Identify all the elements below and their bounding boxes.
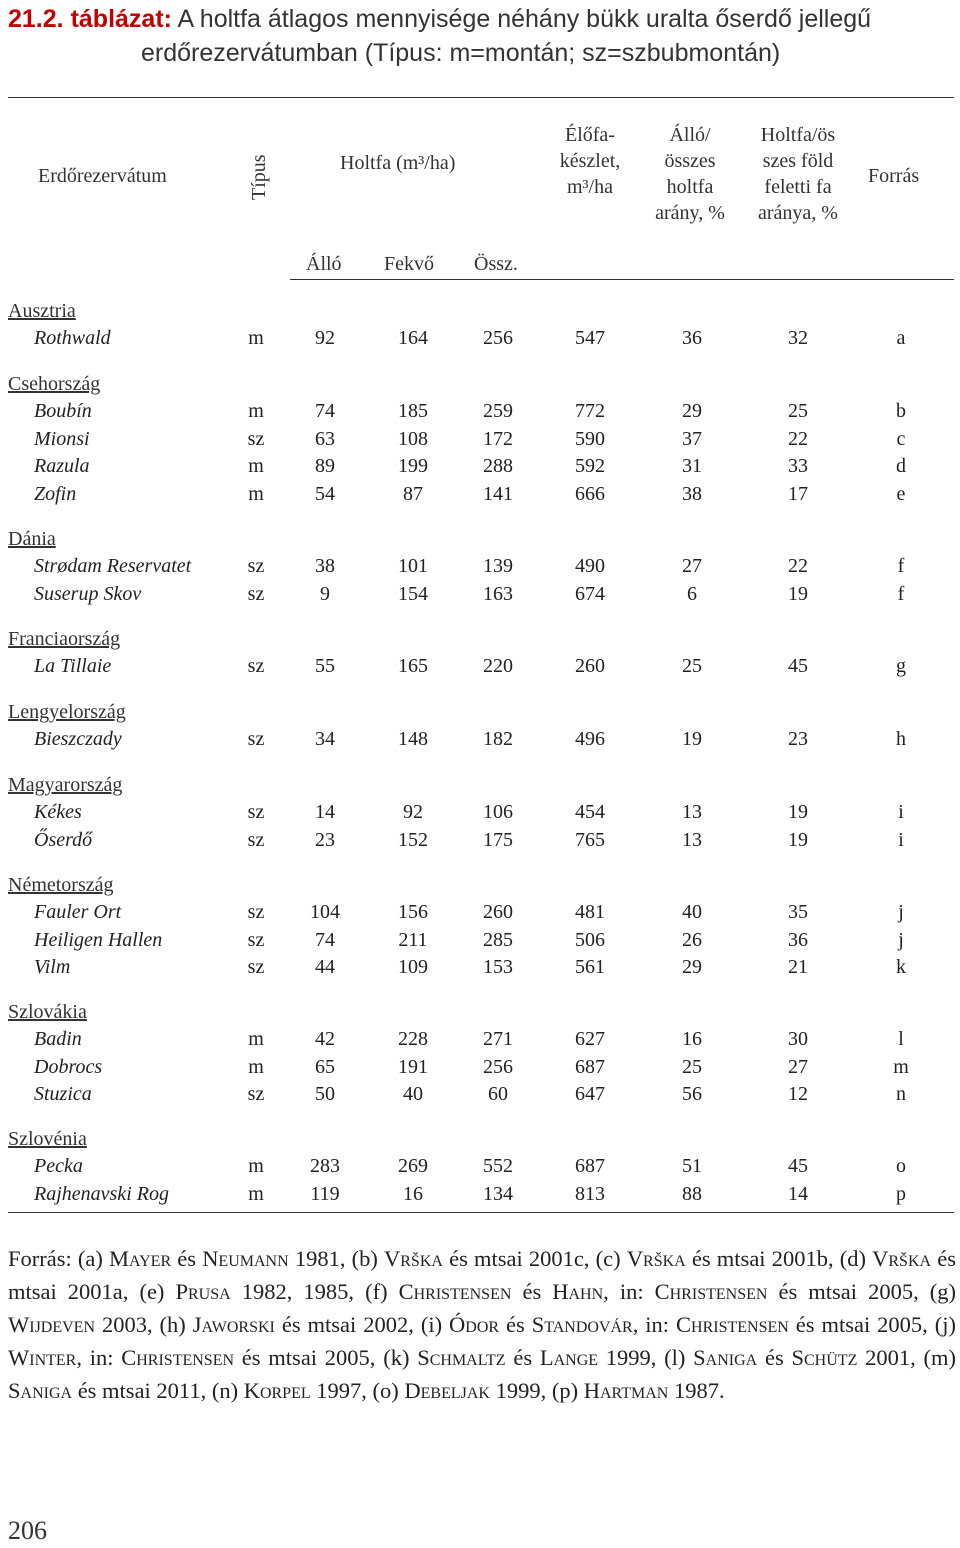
type-cell: sz xyxy=(247,582,265,605)
table-row xyxy=(0,655,960,682)
type-cell: sz xyxy=(247,555,265,577)
type-cell: sz xyxy=(247,801,265,823)
total-cell: 134 xyxy=(483,1182,513,1205)
standing-cell: 104 xyxy=(310,901,340,923)
page-number: 206 xyxy=(8,1516,47,1545)
source-cell: i xyxy=(898,801,904,823)
reserve-name-cell: Stuzica xyxy=(34,1083,92,1105)
standing-cell: 14 xyxy=(315,801,335,823)
author-name: Mayer xyxy=(109,1246,172,1271)
total-cell: 220 xyxy=(483,655,513,677)
reserve-name-cell: Zofin xyxy=(34,482,77,505)
stock-cell: 590 xyxy=(575,427,605,450)
reserve-name-cell: Őserdő xyxy=(34,828,93,851)
stock-cell: 687 xyxy=(575,1055,605,1078)
author-name: Lange xyxy=(539,1345,599,1370)
total-cell: 288 xyxy=(483,455,513,477)
lying-cell: 92 xyxy=(403,801,423,823)
standing-ratio-cell: 25 xyxy=(682,1055,702,1078)
lying-cell: 156 xyxy=(398,901,428,923)
note-text: és mtsai 2001b, (d) xyxy=(685,1246,873,1271)
author-name: Hahn xyxy=(552,1279,604,1304)
note-text: , in: xyxy=(603,1279,655,1304)
author-name: Ódor xyxy=(449,1312,500,1337)
source-cell: p xyxy=(896,1182,906,1205)
source-cell: g xyxy=(896,655,906,677)
author-name: Schütz xyxy=(791,1345,858,1370)
note-text: és xyxy=(757,1345,792,1370)
total-cell: 60 xyxy=(488,1083,508,1105)
table-row xyxy=(0,455,960,482)
country-heading: Szlovénia xyxy=(8,1128,87,1150)
source-cell: h xyxy=(896,728,906,750)
header-ratio-line: aránya, % xyxy=(758,202,838,224)
deadwood-ratio-cell: 45 xyxy=(788,1155,808,1177)
stock-cell: 674 xyxy=(575,582,605,605)
standing-cell: 74 xyxy=(315,928,335,951)
author-name: Standovár xyxy=(531,1312,633,1337)
standing-ratio-cell: 13 xyxy=(682,828,702,851)
standing-ratio-cell: 40 xyxy=(682,901,702,923)
total-cell: 256 xyxy=(483,327,513,349)
table-row xyxy=(0,1155,960,1182)
type-cell: sz xyxy=(247,901,265,923)
author-name: Vrška xyxy=(626,1246,686,1271)
lying-cell: 108 xyxy=(398,427,428,450)
source-cell: o xyxy=(896,1155,906,1177)
total-cell: 285 xyxy=(483,928,513,951)
table-row xyxy=(0,1183,960,1210)
author-name: Winter xyxy=(8,1345,77,1370)
caption-text-line1: A holtfa átlagos mennyisége néhány bükk uralta őserdő jellegű xyxy=(177,5,872,33)
total-cell: 260 xyxy=(483,901,513,923)
total-cell: 271 xyxy=(483,1028,513,1050)
reserve-name-cell: Razula xyxy=(34,455,90,477)
caption-label: táblázat: xyxy=(70,5,172,33)
lying-cell: 16 xyxy=(403,1182,423,1205)
author-name: Hartman xyxy=(583,1378,669,1403)
note-text: 1997, (o) xyxy=(310,1378,405,1403)
reserve-name-cell: Rajhenavski Rog xyxy=(34,1182,169,1205)
note-text: és xyxy=(171,1246,203,1271)
standing-ratio-cell: 25 xyxy=(682,655,702,677)
header-stock xyxy=(540,122,640,200)
standing-ratio-cell: 16 xyxy=(682,1028,702,1050)
caption-number: 21.2. xyxy=(8,5,64,33)
standing-ratio-cell: 37 xyxy=(682,427,702,450)
total-cell: 259 xyxy=(483,400,513,422)
standing-ratio-cell: 26 xyxy=(682,928,702,951)
standing-ratio-cell: 36 xyxy=(682,327,702,349)
stock-cell: 506 xyxy=(575,928,605,951)
deadwood-ratio-cell: 36 xyxy=(788,928,808,951)
type-cell: m xyxy=(248,455,264,477)
source-cell: j xyxy=(898,928,904,951)
country-heading: Lengyelország xyxy=(8,701,126,723)
table-row xyxy=(0,1056,960,1083)
type-cell: m xyxy=(248,1055,264,1078)
table-row xyxy=(0,1028,960,1055)
note-text: 1987. xyxy=(668,1378,725,1403)
standing-ratio-cell: 29 xyxy=(682,400,702,422)
subheader-total: Össz. xyxy=(474,253,518,275)
type-cell: m xyxy=(248,1028,264,1050)
type-cell: sz xyxy=(247,728,265,750)
stock-cell: 496 xyxy=(575,728,605,750)
total-cell: 141 xyxy=(483,482,513,505)
table-caption xyxy=(8,2,958,70)
header-stock-line: m³/ha xyxy=(567,176,613,198)
deadwood-ratio-cell: 27 xyxy=(788,1055,808,1078)
note-text: és mtsai 2001c, (c) xyxy=(442,1246,627,1271)
deadwood-ratio-cell: 23 xyxy=(788,728,808,750)
type-cell: sz xyxy=(247,427,265,450)
source-cell: a xyxy=(896,327,906,349)
type-cell: sz xyxy=(247,655,265,677)
table-row xyxy=(0,728,960,755)
table-row xyxy=(0,327,960,354)
stock-cell: 772 xyxy=(575,400,605,422)
source-cell: f xyxy=(897,555,905,577)
note-text: 1982, 1985, (f) xyxy=(230,1279,399,1304)
country-heading: Szlovákia xyxy=(8,1001,87,1023)
lying-cell: 164 xyxy=(398,327,428,349)
header-ratio-line: összes xyxy=(664,150,716,172)
header-ratio-line: arány, % xyxy=(655,202,725,224)
standing-cell: 23 xyxy=(315,828,335,851)
source-cell: m xyxy=(893,1055,909,1078)
reserve-name-cell: Fauler Ort xyxy=(34,901,122,923)
author-name: Wijdeven xyxy=(8,1312,96,1337)
standing-cell: 34 xyxy=(315,728,335,750)
source-cell: c xyxy=(896,427,906,450)
standing-ratio-cell: 29 xyxy=(682,956,702,978)
total-cell: 182 xyxy=(483,728,513,750)
source-cell: l xyxy=(898,1028,904,1050)
standing-cell: 44 xyxy=(315,956,335,978)
stock-cell: 561 xyxy=(575,956,605,978)
lying-cell: 154 xyxy=(398,582,428,605)
type-cell: m xyxy=(248,327,264,349)
standing-ratio-cell: 51 xyxy=(682,1155,702,1177)
deadwood-ratio-cell: 45 xyxy=(788,655,808,677)
table-row xyxy=(0,428,960,455)
stock-cell: 592 xyxy=(575,455,605,477)
note-text: és mtsai 2001a, (e) xyxy=(8,1246,956,1304)
total-cell: 552 xyxy=(483,1155,513,1177)
standing-ratio-cell: 88 xyxy=(682,1182,702,1205)
note-text: és mtsai 2005, (j) xyxy=(788,1312,956,1337)
total-cell: 153 xyxy=(483,956,513,978)
author-name: Neumann xyxy=(202,1246,289,1271)
author-name: Christensen xyxy=(676,1312,789,1337)
author-name: Jaworski xyxy=(192,1312,275,1337)
reserve-name-cell: Rothwald xyxy=(34,327,111,349)
reserve-name-cell: Strødam Reservatet xyxy=(34,555,192,577)
standing-cell: 55 xyxy=(315,655,335,677)
lying-cell: 109 xyxy=(398,956,428,978)
lying-cell: 211 xyxy=(398,928,428,951)
author-name: Saniga xyxy=(8,1378,73,1403)
total-cell: 139 xyxy=(483,555,513,577)
standing-cell: 74 xyxy=(315,400,335,422)
standing-ratio-cell: 19 xyxy=(682,728,702,750)
standing-cell: 42 xyxy=(315,1028,335,1050)
deadwood-ratio-cell: 33 xyxy=(788,455,808,477)
lying-cell: 40 xyxy=(403,1083,423,1105)
lying-cell: 152 xyxy=(398,828,428,851)
table-row xyxy=(0,901,960,928)
source-cell: k xyxy=(896,956,906,978)
header-type: Típus xyxy=(248,154,270,200)
standing-cell: 9 xyxy=(320,582,330,605)
total-cell: 106 xyxy=(483,801,513,823)
author-name: Vrška xyxy=(872,1246,932,1271)
note-text: és mtsai 2002, (i) xyxy=(274,1312,450,1337)
author-name: Prusa xyxy=(175,1279,231,1304)
deadwood-ratio-cell: 35 xyxy=(788,901,808,923)
stock-cell: 260 xyxy=(575,655,605,677)
lying-cell: 228 xyxy=(398,1028,428,1050)
author-name: Vrška xyxy=(384,1246,443,1271)
country-heading: Dánia xyxy=(8,528,56,550)
standing-ratio-cell: 6 xyxy=(687,582,697,605)
lying-cell: 191 xyxy=(398,1055,428,1078)
subheader-standing: Álló xyxy=(306,253,342,275)
author-name: Korpel xyxy=(243,1378,311,1403)
deadwood-ratio-cell: 19 xyxy=(788,801,808,823)
table-row xyxy=(0,929,960,956)
note-text: 1999, (l) xyxy=(598,1345,694,1370)
author-name: Christensen xyxy=(398,1279,512,1304)
author-name: Saniga xyxy=(693,1345,758,1370)
author-name: Christensen xyxy=(654,1279,768,1304)
lying-cell: 199 xyxy=(398,455,428,477)
type-cell: m xyxy=(248,482,264,505)
note-text: , in: xyxy=(632,1312,677,1337)
standing-cell: 50 xyxy=(315,1083,335,1105)
standing-cell: 63 xyxy=(315,427,335,450)
header-ratio-line: Holtfa/ös xyxy=(760,124,836,146)
source-cell: n xyxy=(896,1083,906,1105)
stock-cell: 547 xyxy=(575,327,605,349)
subheader-rule xyxy=(290,279,954,280)
lying-cell: 185 xyxy=(398,400,428,422)
reserve-name-cell: Mionsi xyxy=(34,427,90,450)
table-top-rule xyxy=(8,97,954,98)
reserve-name-cell: La Tillaie xyxy=(34,655,112,677)
note-text: és mtsai 2005, (k) xyxy=(234,1345,418,1370)
author-name: Christensen xyxy=(121,1345,235,1370)
deadwood-ratio-cell: 32 xyxy=(788,327,808,349)
lying-cell: 101 xyxy=(398,555,428,577)
type-cell: sz xyxy=(247,928,265,951)
standing-ratio-cell: 13 xyxy=(682,801,702,823)
stock-cell: 666 xyxy=(575,482,605,505)
standing-ratio-cell: 31 xyxy=(682,455,702,477)
table-row xyxy=(0,801,960,828)
header-stock-line: Élőfa- xyxy=(565,124,615,146)
stock-cell: 490 xyxy=(575,555,605,577)
table-row xyxy=(0,1083,960,1110)
note-text: 2001, (m) xyxy=(857,1345,956,1370)
lying-cell: 269 xyxy=(398,1155,428,1177)
header-source: Forrás xyxy=(868,165,920,187)
deadwood-ratio-cell: 22 xyxy=(788,555,808,577)
header-ratio-line: feletti fa xyxy=(764,176,832,198)
type-cell: m xyxy=(248,1182,264,1205)
reserve-name-cell: Kékes xyxy=(34,801,82,823)
reserve-name-cell: Pecka xyxy=(34,1155,83,1177)
standing-cell: 89 xyxy=(315,455,335,477)
deadwood-ratio-cell: 17 xyxy=(788,482,808,505)
deadwood-ratio-cell: 25 xyxy=(788,400,808,422)
reserve-name-cell: Bieszczady xyxy=(34,728,122,750)
header-deadwood-ratio xyxy=(738,122,858,226)
note-text: és xyxy=(499,1312,532,1337)
deadwood-ratio-cell: 22 xyxy=(788,427,808,450)
header-reserve: Erdőrezervátum xyxy=(38,165,167,187)
deadwood-ratio-cell: 19 xyxy=(788,828,808,851)
source-cell: e xyxy=(896,482,906,505)
deadwood-ratio-cell: 21 xyxy=(788,956,808,978)
type-cell: m xyxy=(248,1155,264,1177)
reserve-name-cell: Boubín xyxy=(34,400,92,422)
note-text: 1999, (p) xyxy=(489,1378,584,1403)
standing-cell: 92 xyxy=(315,327,335,349)
source-cell: f xyxy=(897,582,905,605)
subheader-lying: Fekvő xyxy=(384,253,434,275)
note-text: és xyxy=(511,1279,553,1304)
caption-text-line2: erdőrezervátumban (Típus: m=montán; sz=szbubmontán) xyxy=(141,39,781,67)
reserve-name-cell: Vilm xyxy=(34,956,71,978)
reserve-name-cell: Heiligen Hallen xyxy=(34,928,163,951)
standing-cell: 283 xyxy=(310,1155,340,1177)
source-cell: j xyxy=(898,901,904,923)
standing-ratio-cell: 27 xyxy=(682,555,702,577)
stock-cell: 481 xyxy=(575,901,605,923)
header-ratio-line: holtfa xyxy=(666,176,714,198)
total-cell: 172 xyxy=(483,427,513,450)
author-name: Schmaltz xyxy=(417,1345,506,1370)
deadwood-ratio-cell: 14 xyxy=(788,1182,808,1205)
total-cell: 175 xyxy=(483,828,513,851)
note-text: és mtsai 2011, (n) xyxy=(72,1378,244,1403)
table-row xyxy=(0,829,960,856)
author-name: Debeljak xyxy=(404,1378,490,1403)
type-cell: sz xyxy=(247,1083,265,1105)
note-text: és xyxy=(505,1345,540,1370)
standing-cell: 119 xyxy=(310,1182,340,1205)
lying-cell: 165 xyxy=(398,655,428,677)
note-text: 1981, (b) xyxy=(288,1246,384,1271)
table-row xyxy=(0,483,960,510)
stock-cell: 627 xyxy=(575,1028,605,1050)
note-text: , in: xyxy=(76,1345,122,1370)
note-text: 2003, (h) xyxy=(95,1312,193,1337)
total-cell: 163 xyxy=(483,582,513,605)
type-cell: m xyxy=(248,400,264,422)
standing-cell: 38 xyxy=(315,555,335,577)
country-heading: Magyarország xyxy=(8,774,123,796)
standing-cell: 54 xyxy=(315,482,335,505)
source-cell: d xyxy=(896,455,906,477)
country-heading: Csehország xyxy=(8,373,101,395)
type-cell: sz xyxy=(247,828,265,851)
stock-cell: 687 xyxy=(575,1155,605,1177)
standing-cell: 65 xyxy=(315,1055,335,1078)
stock-cell: 765 xyxy=(575,828,605,851)
stock-cell: 454 xyxy=(575,801,605,823)
reserve-name-cell: Suserup Skov xyxy=(34,582,142,605)
type-cell: sz xyxy=(247,956,265,978)
reserve-name-cell: Badin xyxy=(34,1028,82,1050)
country-heading: Ausztria xyxy=(8,300,76,322)
note-text: Forrás: (a) xyxy=(8,1246,110,1271)
country-heading: Németország xyxy=(8,874,114,896)
table-row xyxy=(0,583,960,610)
stock-cell: 647 xyxy=(575,1083,605,1105)
header-deadwood: Holtfa (m³/ha) xyxy=(340,152,456,174)
table-row xyxy=(0,400,960,427)
deadwood-ratio-cell: 12 xyxy=(788,1083,808,1105)
table-row xyxy=(0,555,960,582)
lying-cell: 148 xyxy=(398,728,428,750)
source-note xyxy=(8,1242,956,1407)
header-stock-line: készlet, xyxy=(559,150,621,172)
header-ratio-line: Álló/ xyxy=(669,124,711,146)
stock-cell: 813 xyxy=(575,1182,605,1205)
standing-ratio-cell: 56 xyxy=(682,1083,702,1105)
standing-ratio-cell: 38 xyxy=(682,482,702,505)
lying-cell: 87 xyxy=(403,482,423,505)
source-cell: i xyxy=(898,828,904,851)
deadwood-ratio-cell: 19 xyxy=(788,582,808,605)
reserve-name-cell: Dobrocs xyxy=(34,1055,103,1078)
deadwood-ratio-cell: 30 xyxy=(788,1028,808,1050)
header-ratio-line: szes föld xyxy=(762,150,834,172)
header-standing-ratio xyxy=(640,122,740,226)
total-cell: 256 xyxy=(483,1055,513,1078)
source-cell: b xyxy=(896,400,906,422)
table-bottom-rule xyxy=(8,1212,954,1213)
table-row xyxy=(0,956,960,983)
note-text: és mtsai 2005, (g) xyxy=(767,1279,956,1304)
country-heading: Franciaország xyxy=(8,628,121,650)
